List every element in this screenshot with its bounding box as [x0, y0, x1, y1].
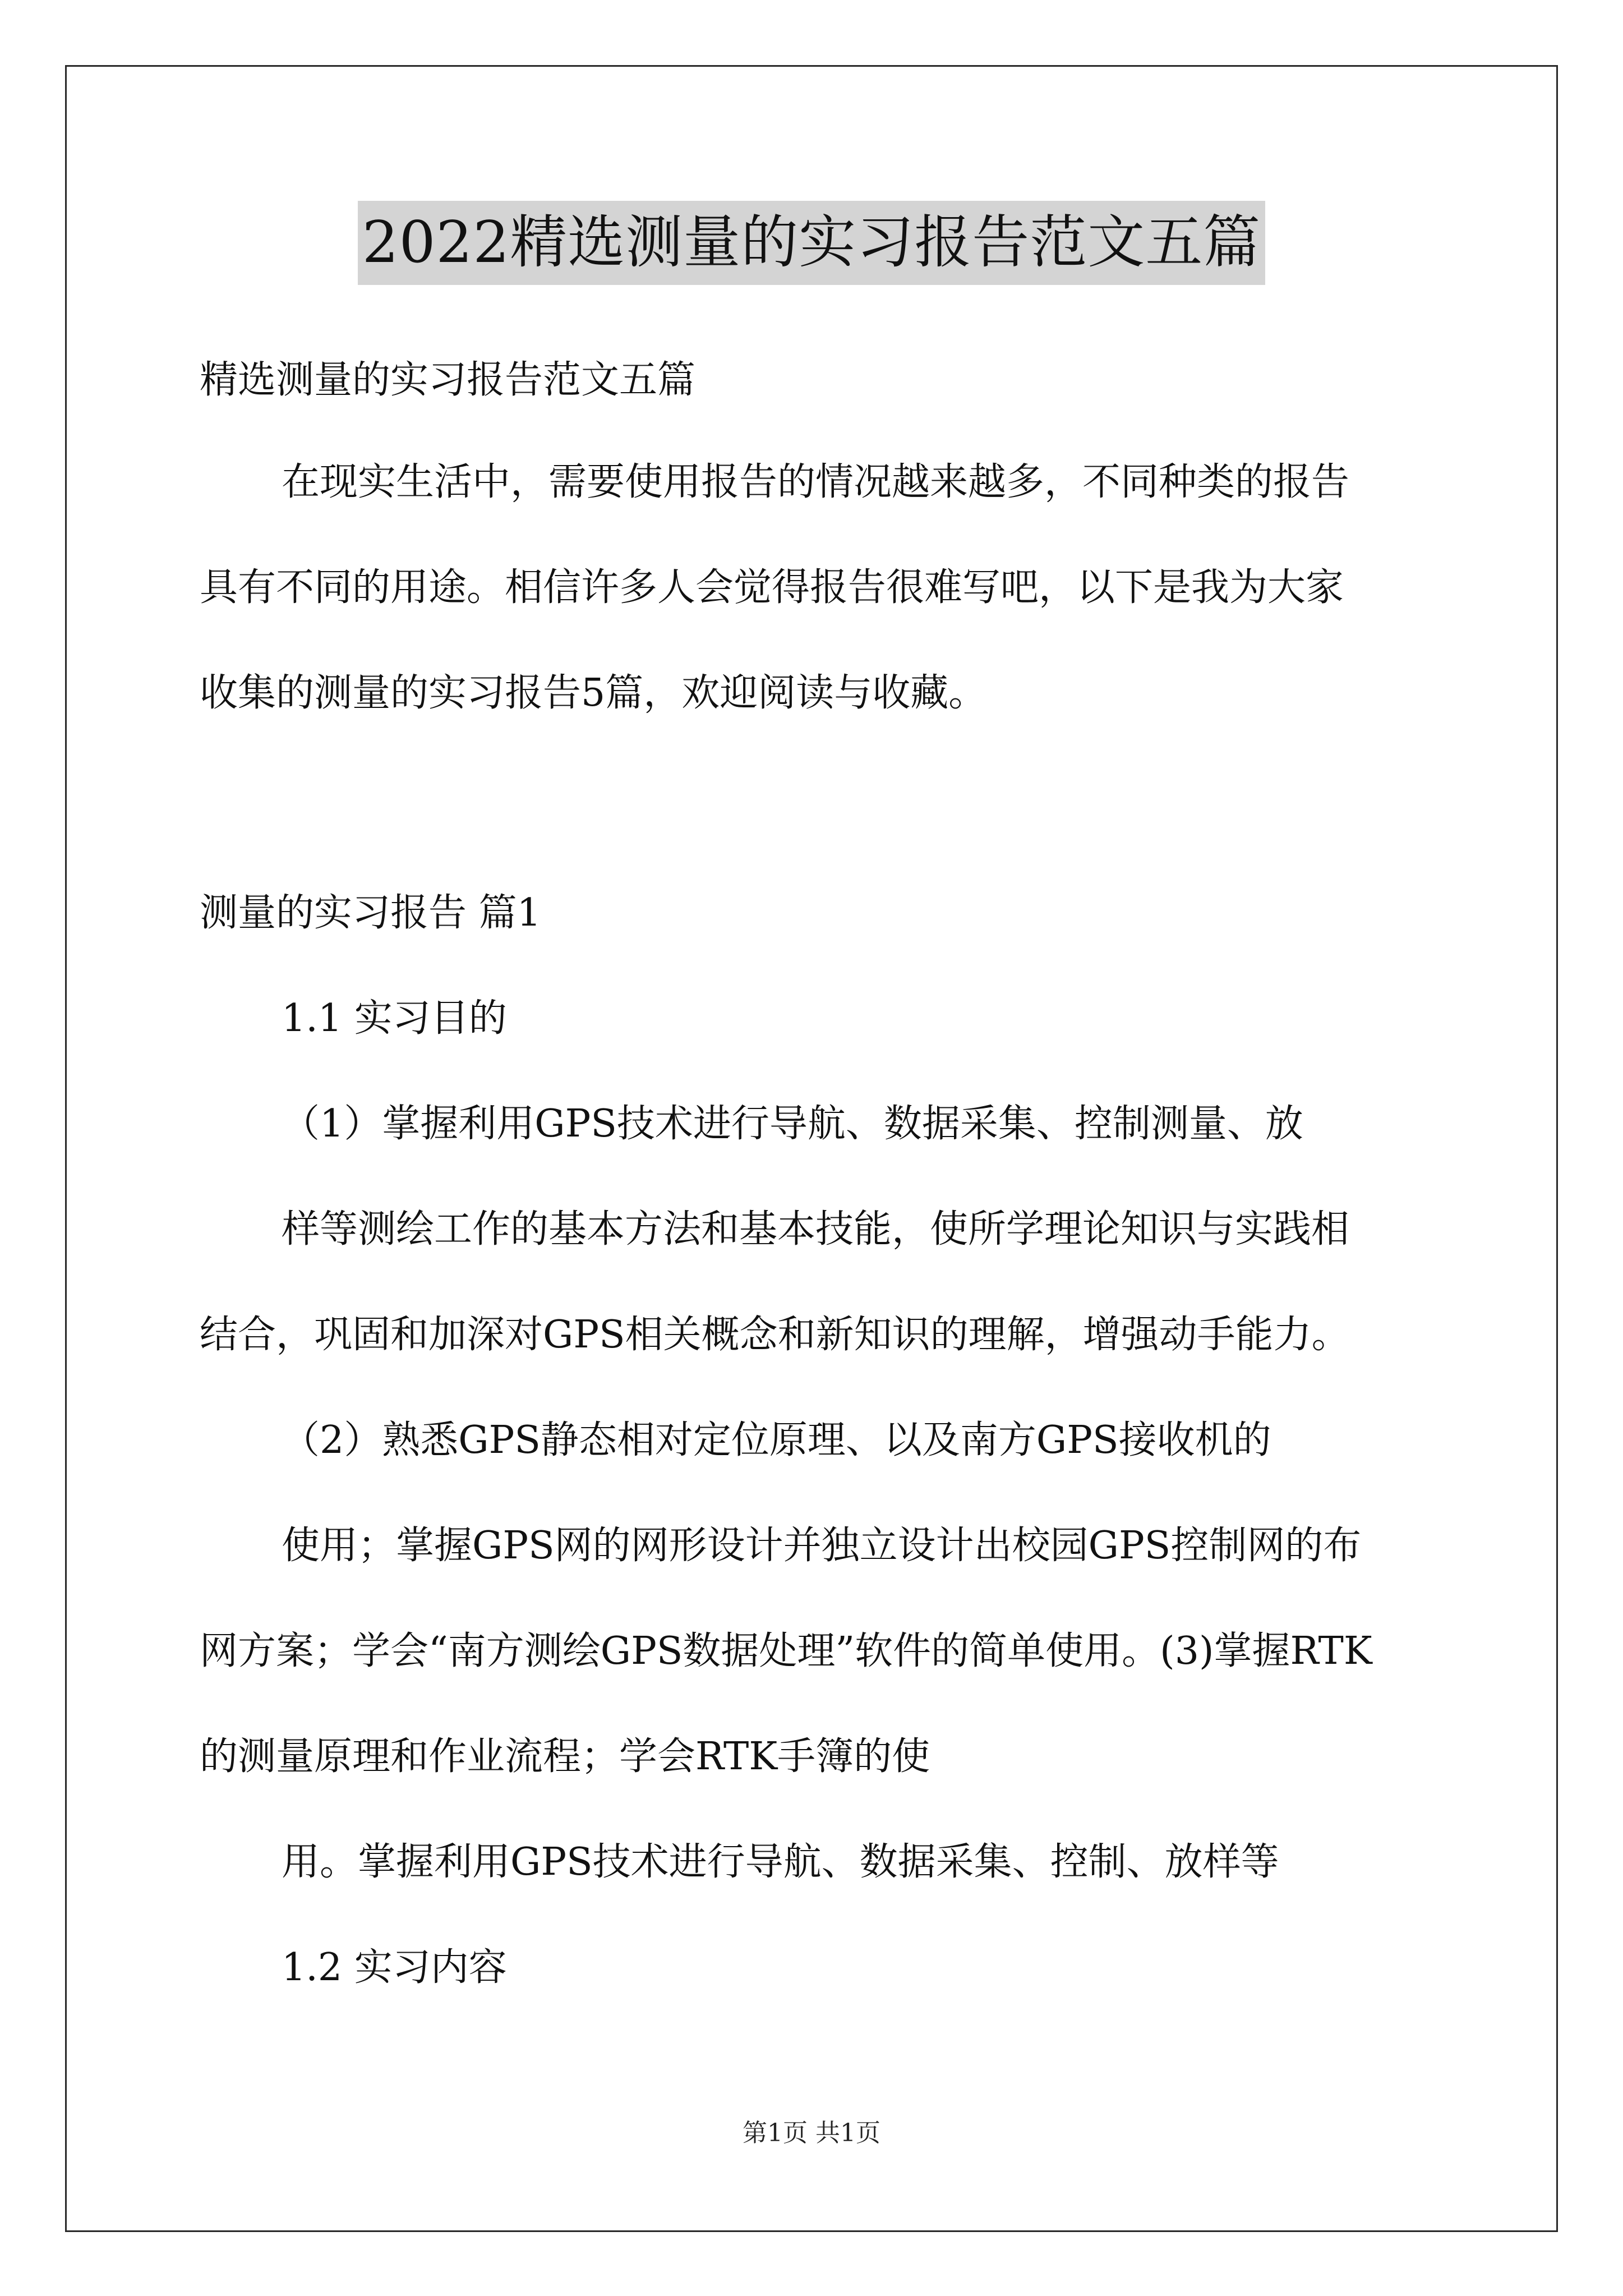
body-line: 用。掌握利用GPS技术进行导航、数据采集、控制、放样等 — [282, 1840, 1279, 1884]
intro-line: 在现实生活中，需要使用报告的情况越来越多，不同种类的报告 — [282, 460, 1350, 504]
body-line: 使用；掌握GPS网的网形设计并独立设计出校园GPS控制网的布 — [282, 1524, 1362, 1568]
body-line: （2）熟悉GPS静态相对定位原理、以及南方GPS接收机的 — [282, 1418, 1271, 1462]
intro-line: 具有不同的用途。相信许多人会觉得报告很难写吧，以下是我为大家 — [200, 565, 1344, 610]
title-container — [0, 201, 1623, 285]
body-line: 结合，巩固和加深对GPS相关概念和新知识的理解，增强动手能力。 — [200, 1313, 1350, 1357]
document-subtitle: 精选测量的实习报告范文五篇 — [200, 358, 696, 402]
subsection-heading: 1.2 实习内容 — [282, 1945, 507, 1990]
body-line: 网方案；学会“南方测绘GPS数据处理”软件的简单使用。(3)掌握RTK — [200, 1629, 1372, 1673]
section-heading: 测量的实习报告 篇1 — [200, 891, 541, 935]
subsection-heading: 1.1 实习目的 — [282, 996, 507, 1041]
document-title: 2022精选测量的实习报告范文五篇 — [358, 201, 1266, 285]
body-line: 样等测绘工作的基本方法和基本技能，使所学理论知识与实践相 — [282, 1207, 1350, 1251]
body-line: 的测量原理和作业流程；学会RTK手簿的使 — [200, 1734, 930, 1779]
intro-line: 收集的测量的实习报告5篇，欢迎阅读与收藏。 — [200, 671, 987, 715]
page-number: 第1页 共1页 — [743, 2119, 880, 2147]
body-line: （1）掌握利用GPS技术进行导航、数据采集、控制测量、放 — [282, 1102, 1303, 1146]
